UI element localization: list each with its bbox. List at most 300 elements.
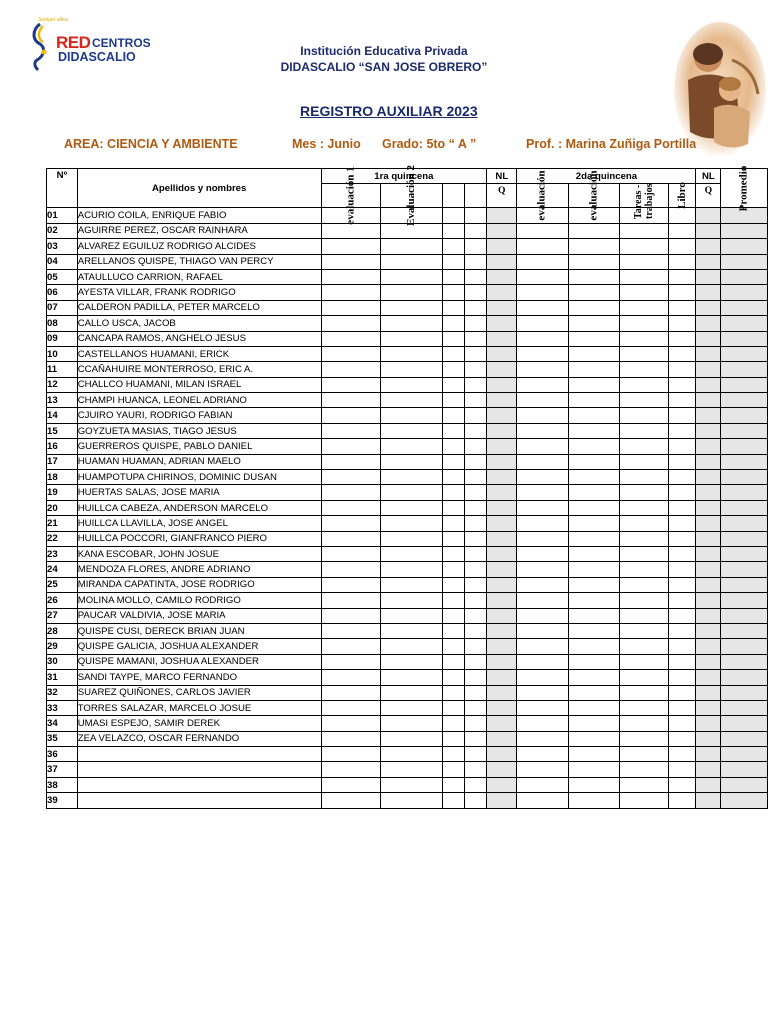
grade-cell[interactable] <box>696 346 721 361</box>
grade-cell[interactable] <box>464 531 486 546</box>
grade-cell[interactable] <box>568 346 619 361</box>
grade-cell[interactable] <box>517 639 568 654</box>
grade-cell[interactable] <box>380 300 442 315</box>
grade-cell[interactable] <box>568 316 619 331</box>
grade-cell[interactable] <box>668 623 696 638</box>
grade-cell[interactable] <box>487 393 517 408</box>
grade-cell[interactable] <box>517 423 568 438</box>
grade-cell[interactable] <box>721 577 768 592</box>
grade-cell[interactable] <box>696 577 721 592</box>
grade-cell[interactable] <box>696 470 721 485</box>
grade-cell[interactable] <box>696 500 721 515</box>
grade-cell[interactable] <box>696 762 721 777</box>
grade-cell[interactable] <box>464 470 486 485</box>
grade-cell[interactable] <box>721 423 768 438</box>
grade-cell[interactable] <box>442 254 464 269</box>
grade-cell[interactable] <box>668 654 696 669</box>
grade-cell[interactable] <box>696 593 721 608</box>
grade-cell[interactable] <box>696 285 721 300</box>
grade-cell[interactable] <box>619 747 668 762</box>
grade-cell[interactable] <box>442 731 464 746</box>
grade-cell[interactable] <box>321 362 380 377</box>
grade-cell[interactable] <box>619 639 668 654</box>
grade-cell[interactable] <box>380 408 442 423</box>
grade-cell[interactable] <box>487 485 517 500</box>
grade-cell[interactable] <box>721 239 768 254</box>
grade-cell[interactable] <box>721 316 768 331</box>
grade-cell[interactable] <box>721 546 768 561</box>
grade-cell[interactable] <box>464 793 486 808</box>
grade-cell[interactable] <box>464 516 486 531</box>
grade-cell[interactable] <box>487 254 517 269</box>
grade-cell[interactable] <box>442 208 464 223</box>
grade-cell[interactable] <box>487 223 517 238</box>
grade-cell[interactable] <box>619 608 668 623</box>
grade-cell[interactable] <box>442 454 464 469</box>
grade-cell[interactable] <box>668 793 696 808</box>
grade-cell[interactable] <box>380 239 442 254</box>
grade-cell[interactable] <box>464 593 486 608</box>
grade-cell[interactable] <box>442 685 464 700</box>
grade-cell[interactable] <box>517 239 568 254</box>
grade-cell[interactable] <box>487 716 517 731</box>
grade-cell[interactable] <box>668 685 696 700</box>
grade-cell[interactable] <box>442 485 464 500</box>
grade-cell[interactable] <box>321 439 380 454</box>
grade-cell[interactable] <box>464 285 486 300</box>
grade-cell[interactable] <box>668 639 696 654</box>
grade-cell[interactable] <box>668 562 696 577</box>
grade-cell[interactable] <box>696 793 721 808</box>
grade-cell[interactable] <box>568 423 619 438</box>
grade-cell[interactable] <box>721 700 768 715</box>
grade-cell[interactable] <box>380 762 442 777</box>
grade-cell[interactable] <box>517 700 568 715</box>
grade-cell[interactable] <box>464 254 486 269</box>
grade-cell[interactable] <box>619 485 668 500</box>
grade-cell[interactable] <box>380 285 442 300</box>
grade-cell[interactable] <box>517 654 568 669</box>
grade-cell[interactable] <box>517 393 568 408</box>
grade-cell[interactable] <box>696 331 721 346</box>
grade-cell[interactable] <box>696 223 721 238</box>
grade-cell[interactable] <box>321 516 380 531</box>
grade-cell[interactable] <box>380 423 442 438</box>
grade-cell[interactable] <box>696 254 721 269</box>
grade-cell[interactable] <box>487 747 517 762</box>
grade-cell[interactable] <box>696 439 721 454</box>
grade-cell[interactable] <box>464 670 486 685</box>
grade-cell[interactable] <box>568 285 619 300</box>
grade-cell[interactable] <box>380 623 442 638</box>
grade-cell[interactable] <box>668 777 696 792</box>
grade-cell[interactable] <box>321 223 380 238</box>
grade-cell[interactable] <box>442 439 464 454</box>
grade-cell[interactable] <box>380 593 442 608</box>
grade-cell[interactable] <box>619 670 668 685</box>
grade-cell[interactable] <box>517 716 568 731</box>
grade-cell[interactable] <box>668 285 696 300</box>
grade-cell[interactable] <box>721 531 768 546</box>
grade-cell[interactable] <box>696 546 721 561</box>
grade-cell[interactable] <box>487 639 517 654</box>
grade-cell[interactable] <box>321 423 380 438</box>
grade-cell[interactable] <box>487 300 517 315</box>
grade-cell[interactable] <box>619 223 668 238</box>
grade-cell[interactable] <box>568 439 619 454</box>
grade-cell[interactable] <box>517 577 568 592</box>
grade-cell[interactable] <box>517 223 568 238</box>
grade-cell[interactable] <box>668 485 696 500</box>
grade-cell[interactable] <box>464 546 486 561</box>
grade-cell[interactable] <box>380 331 442 346</box>
grade-cell[interactable] <box>668 316 696 331</box>
grade-cell[interactable] <box>442 516 464 531</box>
grade-cell[interactable] <box>321 700 380 715</box>
grade-cell[interactable] <box>442 562 464 577</box>
grade-cell[interactable] <box>380 546 442 561</box>
grade-cell[interactable] <box>517 562 568 577</box>
grade-cell[interactable] <box>696 731 721 746</box>
grade-cell[interactable] <box>487 685 517 700</box>
grade-cell[interactable] <box>619 777 668 792</box>
grade-cell[interactable] <box>721 500 768 515</box>
grade-cell[interactable] <box>321 777 380 792</box>
grade-cell[interactable] <box>464 423 486 438</box>
grade-cell[interactable] <box>619 700 668 715</box>
grade-cell[interactable] <box>668 500 696 515</box>
grade-cell[interactable] <box>696 700 721 715</box>
grade-cell[interactable] <box>442 716 464 731</box>
grade-cell[interactable] <box>517 685 568 700</box>
grade-cell[interactable] <box>721 793 768 808</box>
grade-cell[interactable] <box>668 223 696 238</box>
grade-cell[interactable] <box>487 654 517 669</box>
grade-cell[interactable] <box>696 393 721 408</box>
grade-cell[interactable] <box>517 439 568 454</box>
grade-cell[interactable] <box>568 531 619 546</box>
grade-cell[interactable] <box>568 716 619 731</box>
grade-cell[interactable] <box>487 562 517 577</box>
grade-cell[interactable] <box>721 470 768 485</box>
grade-cell[interactable] <box>568 239 619 254</box>
grade-cell[interactable] <box>464 223 486 238</box>
grade-cell[interactable] <box>619 331 668 346</box>
grade-cell[interactable] <box>380 516 442 531</box>
grade-cell[interactable] <box>380 254 442 269</box>
grade-cell[interactable] <box>442 531 464 546</box>
grade-cell[interactable] <box>721 362 768 377</box>
grade-cell[interactable] <box>487 239 517 254</box>
grade-cell[interactable] <box>696 654 721 669</box>
grade-cell[interactable] <box>442 393 464 408</box>
grade-cell[interactable] <box>321 716 380 731</box>
grade-cell[interactable] <box>321 331 380 346</box>
grade-cell[interactable] <box>321 254 380 269</box>
grade-cell[interactable] <box>517 254 568 269</box>
grade-cell[interactable] <box>721 685 768 700</box>
grade-cell[interactable] <box>696 670 721 685</box>
grade-cell[interactable] <box>464 377 486 392</box>
grade-cell[interactable] <box>568 654 619 669</box>
grade-cell[interactable] <box>442 377 464 392</box>
grade-cell[interactable] <box>668 331 696 346</box>
grade-cell[interactable] <box>464 362 486 377</box>
grade-cell[interactable] <box>696 531 721 546</box>
grade-cell[interactable] <box>321 531 380 546</box>
grade-cell[interactable] <box>464 562 486 577</box>
grade-cell[interactable] <box>721 300 768 315</box>
grade-cell[interactable] <box>517 793 568 808</box>
grade-cell[interactable] <box>517 316 568 331</box>
grade-cell[interactable] <box>668 716 696 731</box>
grade-cell[interactable] <box>380 316 442 331</box>
grade-cell[interactable] <box>568 777 619 792</box>
grade-cell[interactable] <box>442 608 464 623</box>
grade-cell[interactable] <box>568 300 619 315</box>
grade-cell[interactable] <box>568 500 619 515</box>
grade-cell[interactable] <box>487 577 517 592</box>
grade-cell[interactable] <box>721 747 768 762</box>
grade-cell[interactable] <box>517 346 568 361</box>
grade-cell[interactable] <box>568 254 619 269</box>
grade-cell[interactable] <box>442 362 464 377</box>
grade-cell[interactable] <box>464 300 486 315</box>
grade-cell[interactable] <box>721 777 768 792</box>
grade-cell[interactable] <box>321 608 380 623</box>
grade-cell[interactable] <box>380 700 442 715</box>
grade-cell[interactable] <box>380 470 442 485</box>
grade-cell[interactable] <box>517 516 568 531</box>
grade-cell[interactable] <box>442 408 464 423</box>
grade-cell[interactable] <box>517 531 568 546</box>
grade-cell[interactable] <box>487 731 517 746</box>
grade-cell[interactable] <box>464 623 486 638</box>
grade-cell[interactable] <box>380 793 442 808</box>
grade-cell[interactable] <box>380 393 442 408</box>
grade-cell[interactable] <box>321 377 380 392</box>
grade-cell[interactable] <box>568 623 619 638</box>
grade-cell[interactable] <box>464 577 486 592</box>
grade-cell[interactable] <box>619 593 668 608</box>
grade-cell[interactable] <box>696 777 721 792</box>
grade-cell[interactable] <box>442 762 464 777</box>
grade-cell[interactable] <box>668 239 696 254</box>
grade-cell[interactable] <box>517 747 568 762</box>
grade-cell[interactable] <box>487 408 517 423</box>
grade-cell[interactable] <box>464 208 486 223</box>
grade-cell[interactable] <box>487 269 517 284</box>
grade-cell[interactable] <box>464 239 486 254</box>
grade-cell[interactable] <box>696 239 721 254</box>
grade-cell[interactable] <box>619 685 668 700</box>
grade-cell[interactable] <box>668 700 696 715</box>
grade-cell[interactable] <box>696 516 721 531</box>
grade-cell[interactable] <box>380 500 442 515</box>
grade-cell[interactable] <box>517 377 568 392</box>
grade-cell[interactable] <box>696 562 721 577</box>
grade-cell[interactable] <box>487 777 517 792</box>
grade-cell[interactable] <box>696 269 721 284</box>
grade-cell[interactable] <box>721 639 768 654</box>
grade-cell[interactable] <box>464 485 486 500</box>
grade-cell[interactable] <box>442 269 464 284</box>
grade-cell[interactable] <box>321 239 380 254</box>
grade-cell[interactable] <box>321 623 380 638</box>
grade-cell[interactable] <box>321 593 380 608</box>
grade-cell[interactable] <box>380 269 442 284</box>
grade-cell[interactable] <box>464 269 486 284</box>
grade-cell[interactable] <box>619 454 668 469</box>
grade-cell[interactable] <box>380 670 442 685</box>
grade-cell[interactable] <box>464 685 486 700</box>
grade-cell[interactable] <box>668 608 696 623</box>
grade-cell[interactable] <box>517 500 568 515</box>
grade-cell[interactable] <box>619 623 668 638</box>
grade-cell[interactable] <box>517 731 568 746</box>
grade-cell[interactable] <box>668 731 696 746</box>
grade-cell[interactable] <box>442 300 464 315</box>
grade-cell[interactable] <box>568 331 619 346</box>
grade-cell[interactable] <box>568 393 619 408</box>
grade-cell[interactable] <box>380 485 442 500</box>
grade-cell[interactable] <box>619 316 668 331</box>
grade-cell[interactable] <box>696 608 721 623</box>
grade-cell[interactable] <box>321 300 380 315</box>
grade-cell[interactable] <box>487 593 517 608</box>
grade-cell[interactable] <box>619 393 668 408</box>
grade-cell[interactable] <box>380 377 442 392</box>
grade-cell[interactable] <box>696 639 721 654</box>
grade-cell[interactable] <box>464 608 486 623</box>
grade-cell[interactable] <box>321 685 380 700</box>
grade-cell[interactable] <box>442 546 464 561</box>
grade-cell[interactable] <box>380 777 442 792</box>
grade-cell[interactable] <box>487 531 517 546</box>
grade-cell[interactable] <box>568 223 619 238</box>
grade-cell[interactable] <box>721 623 768 638</box>
grade-cell[interactable] <box>668 577 696 592</box>
grade-cell[interactable] <box>568 762 619 777</box>
grade-cell[interactable] <box>568 408 619 423</box>
grade-cell[interactable] <box>668 377 696 392</box>
grade-cell[interactable] <box>619 762 668 777</box>
grade-cell[interactable] <box>442 623 464 638</box>
grade-cell[interactable] <box>568 747 619 762</box>
grade-cell[interactable] <box>568 593 619 608</box>
grade-cell[interactable] <box>517 777 568 792</box>
grade-cell[interactable] <box>696 623 721 638</box>
grade-cell[interactable] <box>568 685 619 700</box>
grade-cell[interactable] <box>442 423 464 438</box>
grade-cell[interactable] <box>380 654 442 669</box>
grade-cell[interactable] <box>380 562 442 577</box>
grade-cell[interactable] <box>619 793 668 808</box>
grade-cell[interactable] <box>696 685 721 700</box>
grade-cell[interactable] <box>487 700 517 715</box>
grade-cell[interactable] <box>464 654 486 669</box>
grade-cell[interactable] <box>442 700 464 715</box>
grade-cell[interactable] <box>464 439 486 454</box>
grade-cell[interactable] <box>668 346 696 361</box>
grade-cell[interactable] <box>321 454 380 469</box>
grade-cell[interactable] <box>487 500 517 515</box>
grade-cell[interactable] <box>619 516 668 531</box>
grade-cell[interactable] <box>321 793 380 808</box>
grade-cell[interactable] <box>380 531 442 546</box>
grade-cell[interactable] <box>668 439 696 454</box>
grade-cell[interactable] <box>668 408 696 423</box>
grade-cell[interactable] <box>487 316 517 331</box>
grade-cell[interactable] <box>442 470 464 485</box>
grade-cell[interactable] <box>619 654 668 669</box>
grade-cell[interactable] <box>619 377 668 392</box>
grade-cell[interactable] <box>464 393 486 408</box>
grade-cell[interactable] <box>619 285 668 300</box>
grade-cell[interactable] <box>321 285 380 300</box>
grade-cell[interactable] <box>464 700 486 715</box>
grade-cell[interactable] <box>619 546 668 561</box>
grade-cell[interactable] <box>380 362 442 377</box>
grade-cell[interactable] <box>668 269 696 284</box>
grade-cell[interactable] <box>721 608 768 623</box>
grade-cell[interactable] <box>619 531 668 546</box>
grade-cell[interactable] <box>619 300 668 315</box>
grade-cell[interactable] <box>668 531 696 546</box>
grade-cell[interactable] <box>721 516 768 531</box>
grade-cell[interactable] <box>619 577 668 592</box>
grade-cell[interactable] <box>464 777 486 792</box>
grade-cell[interactable] <box>721 408 768 423</box>
grade-cell[interactable] <box>321 731 380 746</box>
grade-cell[interactable] <box>487 623 517 638</box>
grade-cell[interactable] <box>517 331 568 346</box>
grade-cell[interactable] <box>380 577 442 592</box>
grade-cell[interactable] <box>487 516 517 531</box>
grade-cell[interactable] <box>668 454 696 469</box>
grade-cell[interactable] <box>487 546 517 561</box>
grade-cell[interactable] <box>721 285 768 300</box>
grade-cell[interactable] <box>487 362 517 377</box>
grade-cell[interactable] <box>668 393 696 408</box>
grade-cell[interactable] <box>442 747 464 762</box>
grade-cell[interactable] <box>487 608 517 623</box>
grade-cell[interactable] <box>721 439 768 454</box>
grade-cell[interactable] <box>321 546 380 561</box>
grade-cell[interactable] <box>568 454 619 469</box>
grade-cell[interactable] <box>668 546 696 561</box>
grade-cell[interactable] <box>696 747 721 762</box>
grade-cell[interactable] <box>517 470 568 485</box>
grade-cell[interactable] <box>619 716 668 731</box>
grade-cell[interactable] <box>517 285 568 300</box>
grade-cell[interactable] <box>464 500 486 515</box>
grade-cell[interactable] <box>696 300 721 315</box>
grade-cell[interactable] <box>668 747 696 762</box>
grade-cell[interactable] <box>696 408 721 423</box>
grade-cell[interactable] <box>517 408 568 423</box>
grade-cell[interactable] <box>321 470 380 485</box>
grade-cell[interactable] <box>619 439 668 454</box>
grade-cell[interactable] <box>721 393 768 408</box>
grade-cell[interactable] <box>487 470 517 485</box>
grade-cell[interactable] <box>464 346 486 361</box>
grade-cell[interactable] <box>721 654 768 669</box>
grade-cell[interactable] <box>696 485 721 500</box>
grade-cell[interactable] <box>721 269 768 284</box>
grade-cell[interactable] <box>442 670 464 685</box>
grade-cell[interactable] <box>568 577 619 592</box>
